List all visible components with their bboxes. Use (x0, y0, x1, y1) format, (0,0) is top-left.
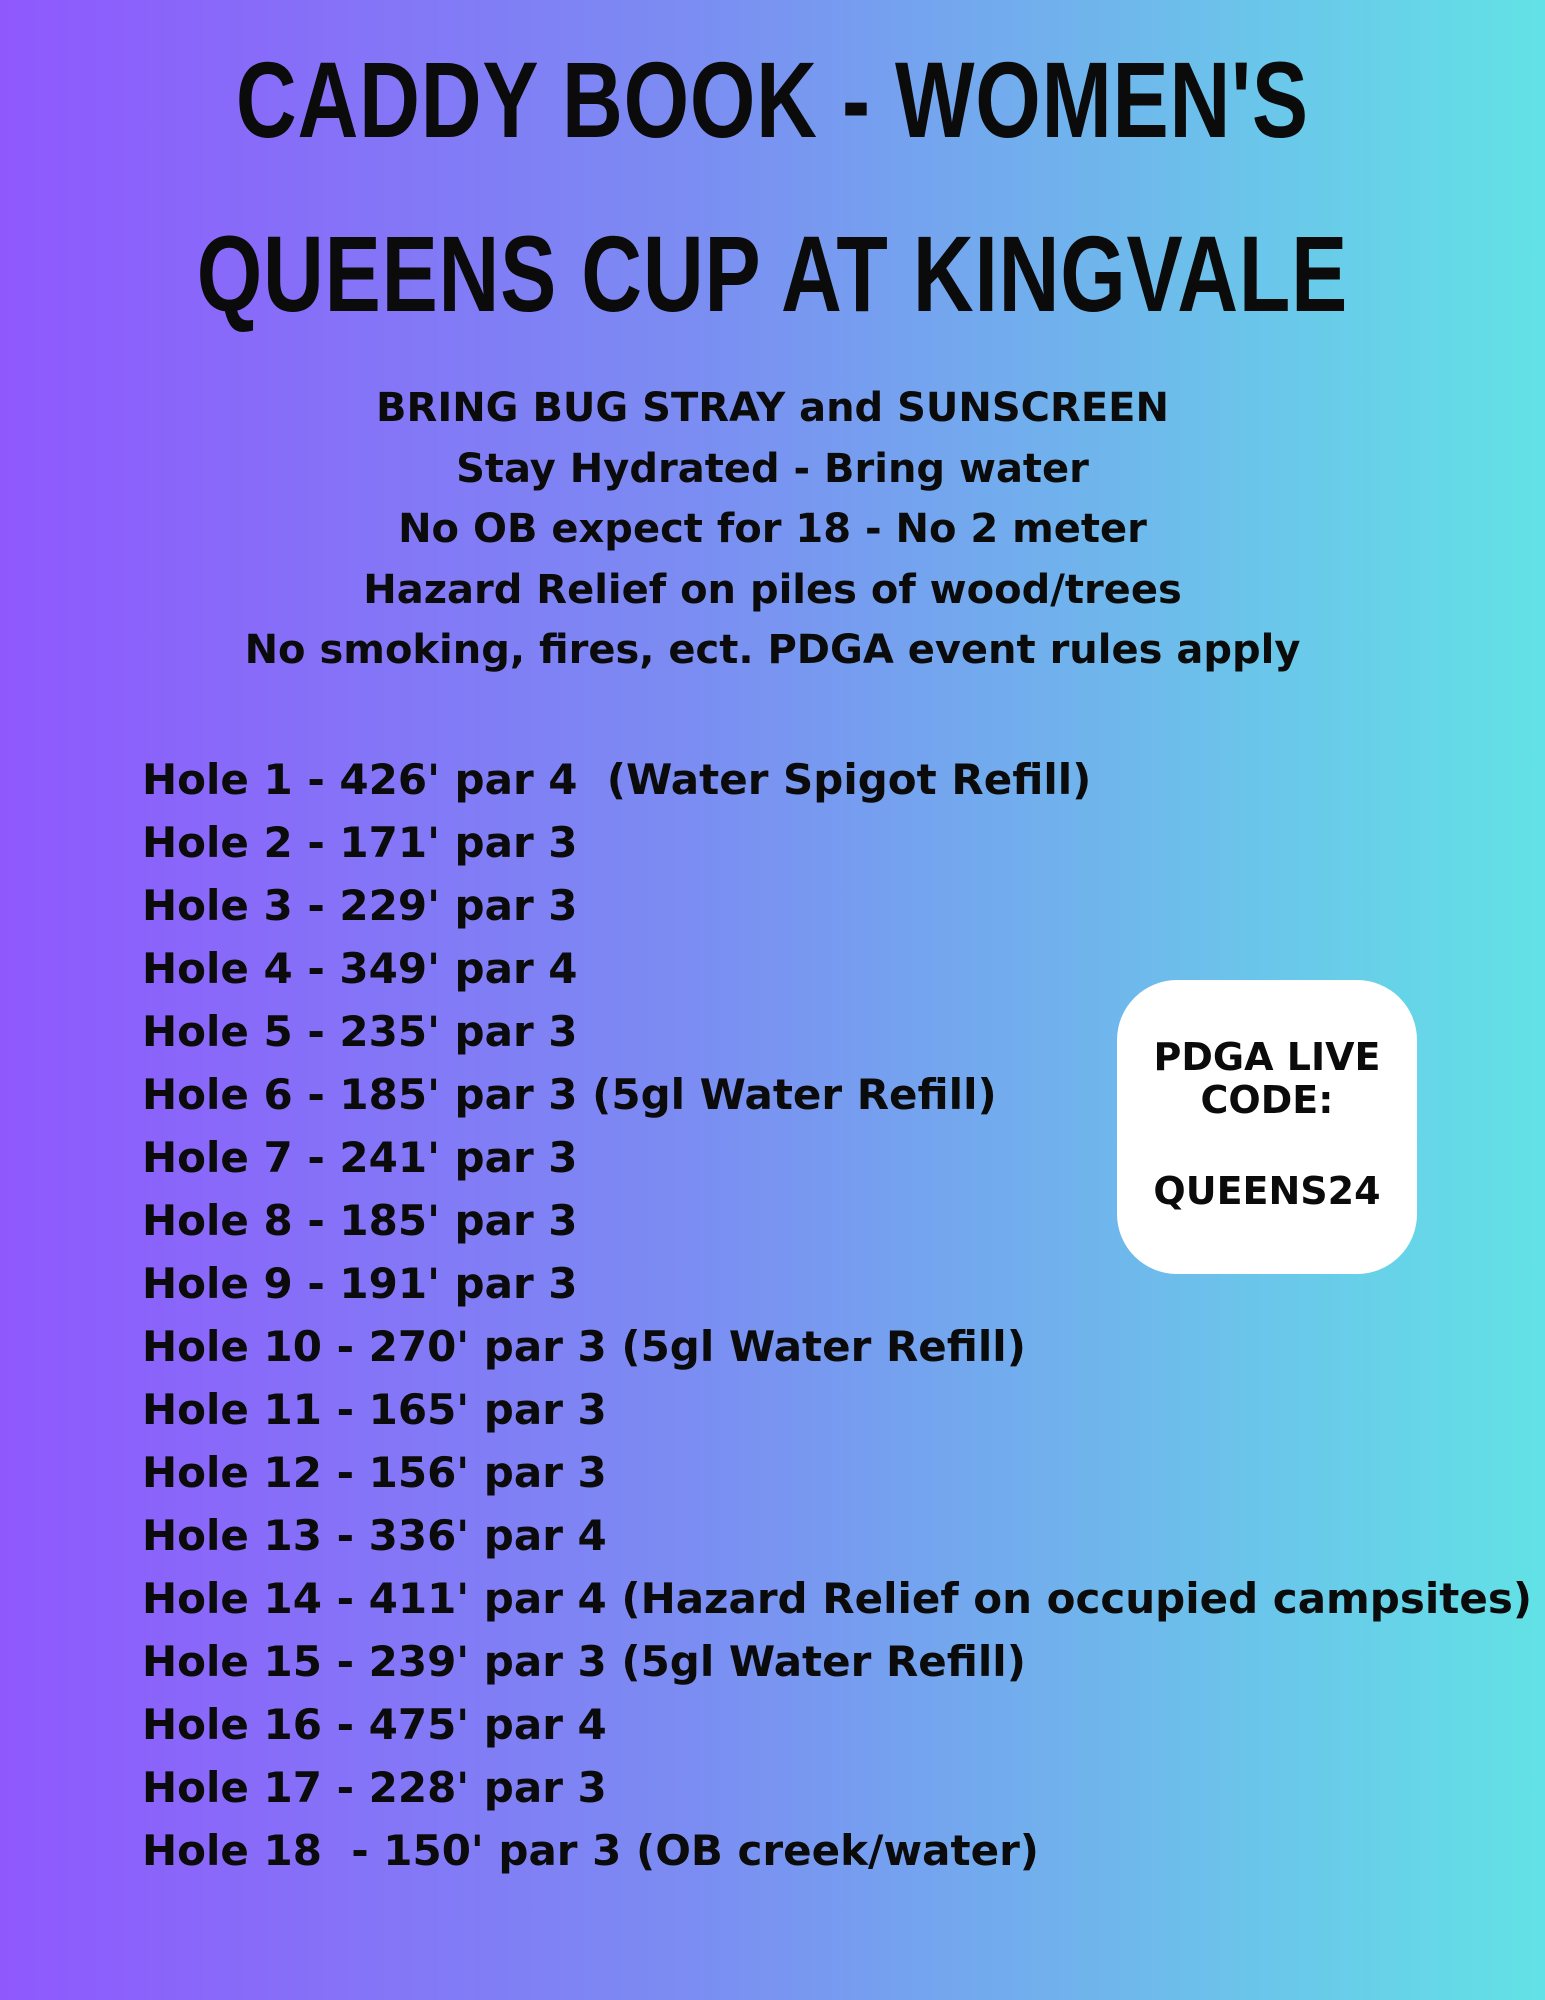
hole-18: Hole 18 - 150' par 3 (OB creek/water) (142, 1826, 1039, 1875)
hole-17: Hole 17 - 228' par 3 (142, 1763, 607, 1812)
hole-8: Hole 8 - 185' par 3 (142, 1196, 578, 1245)
hole-4: Hole 4 - 349' par 4 (142, 944, 578, 993)
hole-7: Hole 7 - 241' par 3 (142, 1133, 578, 1182)
note-bug-spray: BRING BUG STRAY and SUNSCREEN (376, 385, 1169, 431)
pdga-live-label-line-1: PDGA LIVE (1153, 1035, 1381, 1079)
note-no-smoking: No smoking, fires, ect. PDGA event rules apply (244, 627, 1301, 673)
note-hazard-relief: Hazard Relief on piles of wood/trees (363, 566, 1182, 613)
pdga-live-label-line-2: CODE: (1200, 1078, 1334, 1122)
hole-3: Hole 3 - 229' par 3 (142, 881, 578, 930)
note-hydration: Stay Hydrated - Bring water (456, 445, 1089, 492)
page-title-line-2: QUEENS CUP AT KINGVALE (196, 213, 1349, 334)
hole-5: Hole 5 - 235' par 3 (142, 1007, 578, 1056)
pdga-live-code-card (1117, 980, 1417, 1274)
hole-list (142, 748, 1532, 1882)
hole-15: Hole 15 - 239' par 3 (5gl Water Refill) (142, 1637, 1026, 1686)
pdga-live-code-value: QUEENS24 (1153, 1169, 1381, 1213)
hole-2: Hole 2 - 171' par 3 (142, 818, 578, 867)
hole-16: Hole 16 - 475' par 4 (142, 1700, 607, 1749)
event-notes (0, 378, 1545, 681)
hole-9: Hole 9 - 191' par 3 (142, 1259, 578, 1308)
page-title-line-1: CADDY BOOK - WOMEN'S (235, 39, 1309, 160)
hole-6: Hole 6 - 185' par 3 (5gl Water Refill) (142, 1070, 997, 1119)
hole-10: Hole 10 - 270' par 3 (5gl Water Refill) (142, 1322, 1026, 1371)
hole-1: Hole 1 - 426' par 4 (Water Spigot Refill) (142, 755, 1092, 804)
hole-14: Hole 14 - 411' par 4 (Hazard Relief on occupied campsites) (142, 1574, 1533, 1623)
note-ob-rule: No OB expect for 18 - No 2 meter (398, 506, 1147, 552)
hole-13: Hole 13 - 336' par 4 (142, 1511, 607, 1560)
hole-11: Hole 11 - 165' par 3 (142, 1385, 607, 1434)
hole-12: Hole 12 - 156' par 3 (142, 1448, 607, 1497)
pdga-live-code-label (1117, 1036, 1417, 1122)
